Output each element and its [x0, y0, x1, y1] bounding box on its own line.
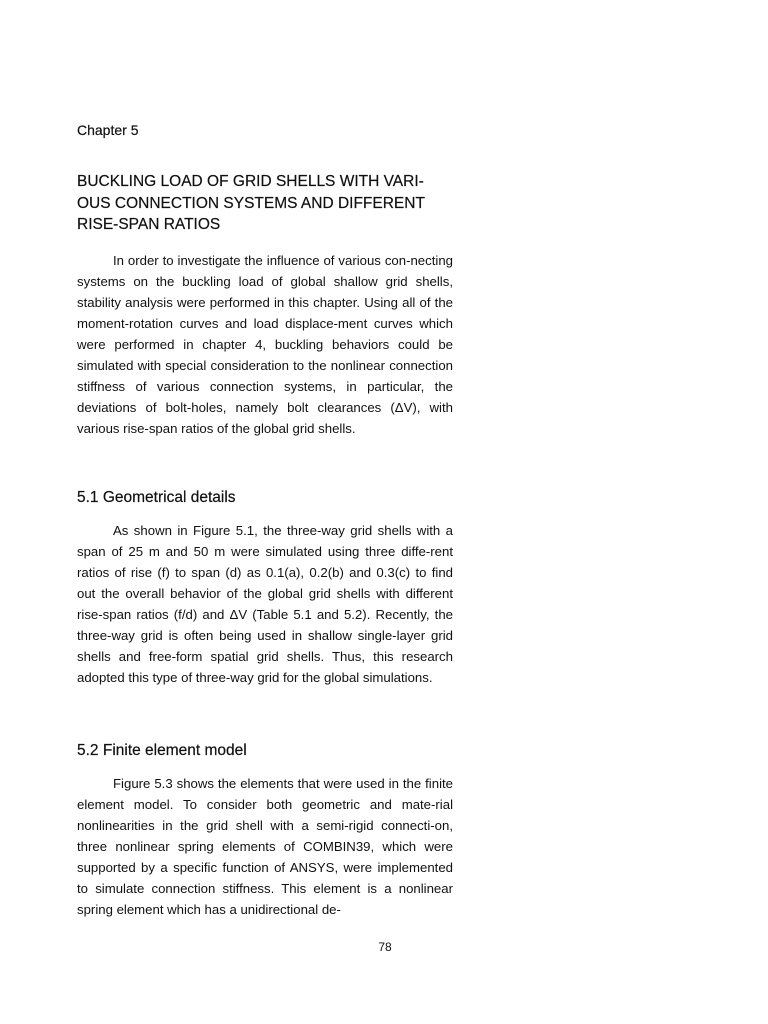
intro-paragraph: In order to investigate the influence of various con-necting systems on the buckling load of global shallow grid shells, stability analysis were performed in this chapter. Using all of the moment-rotation curves and load displace-ment curves which were performed in chapter 4, buckling behaviors could be simulated with special consideration to the nonlinear connection stiffness of various connection systems, in particular, the deviations of bolt-holes, namely bolt clearances (ΔV), with various rise-span ratios of the global grid shells. [77, 253, 453, 436]
page-number: 78 [378, 940, 392, 954]
section-heading-5-2: 5.2 Finite element model [77, 742, 247, 759]
chapter-label: Chapter 5 [77, 122, 139, 138]
section-5-2-paragraph: Figure 5.3 shows the elements that were used in the finite element model. To consider both geometric and mate-rial nonlinearities in the grid shell with a semi-rigid connecti-on, three nonlinear spring elements of COMBIN39, which were supported by a specific function of ANSYS, were implemented to simulate connection stiffness. This element is a nonlinear spring element which has a unidirectional de- [77, 776, 453, 917]
chapter-title: BUCKLING LOAD OF GRID SHELLS WITH VARI-OUS CONNECTION SYSTEMS AND DIFFERENT RISE-SPAN RATIOS [77, 173, 425, 233]
section-heading-5-1: 5.1 Geometrical details [77, 489, 236, 506]
section-5-1-paragraph: As shown in Figure 5.1, the three-way grid shells with a span of 25 m and 50 m were simulated using three diffe-rent ratios of rise (f) to span (d) as 0.1(a), 0.2(b) and 0.3(c) to find out the overall behavior of the global grid shells with different rise-span ratios (f/d) and ΔV (Table 5.1 and 5.2). Recently, the three-way grid is often being used in shallow single-layer grid shells and free-form spatial grid shells. Thus, this research adopted this type of three-way grid for the global simulations. [77, 523, 453, 685]
